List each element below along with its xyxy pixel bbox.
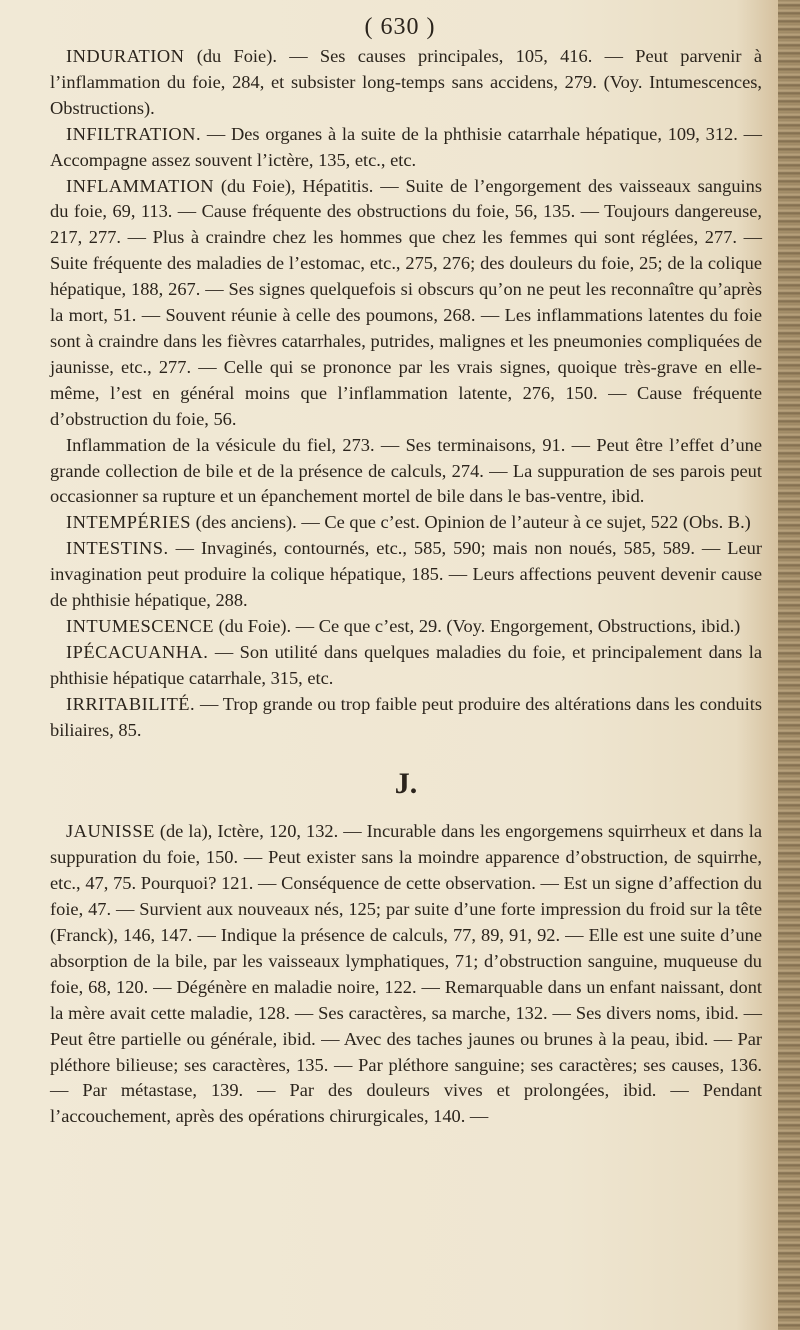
- page-number: ( 630 ): [364, 14, 436, 40]
- entry-head: INFLAMMATION: [66, 175, 215, 196]
- page-edge: [778, 0, 800, 1330]
- entry-head: INTUMESCENCE: [66, 615, 215, 636]
- entry-head: INTEMPÉRIES: [66, 512, 192, 533]
- entry-body: Inflammation de la vésicule du fiel, 273. — Ses terminaisons, 91. — Peut être l’effet d’une grande collection de bile et de la présence de calculs, 274. — La suppuration de ses parois peut occasionner sa rupture et un épanchement mortel de bile dans le bas-ventre, ibid.: [50, 434, 762, 507]
- index-entry: [50, 614, 762, 640]
- index-entry: [50, 510, 762, 536]
- index-entry: [50, 433, 762, 511]
- index-entry: [50, 640, 762, 692]
- index-entry: [50, 44, 762, 122]
- entry-body: (du Foie). — Ses causes principales, 105, 416. — Peut parvenir à l’inflammation du foie, 284, et subsister long-temps sans accidens, 279. (Voy. Intumescences, Obstructions).: [50, 46, 762, 118]
- index-text: [50, 44, 762, 1130]
- entry-head: INFILTRATION.: [66, 123, 202, 144]
- index-entry: [50, 536, 762, 614]
- index-entry: [50, 692, 762, 744]
- entry-body: (de la), Ictère, 120, 132. — Incurable dans les engorgemens squirrheux et dans la suppuration du foie, 150. — Peut exister sans la moindre apparence d’obstruction, de squirrhe, etc., 47, 75. Pourquoi? 121. — Conséquence de cette observation. — Est un signe d’affection du foie, 47. — Survient aux nouveaux nés, 125; par suite d’une forte impression du froid sur la tête (Franck), 146, 147. — Indique la présence de calculs, 77, 89, 91, 92. — Elle est une suite d’une absorption de la bile, par les vaisseaux lymphatiques, 71; d’obstruction sanguine, muqueuse du foie, 68, 120. — Dégénère en maladie noire, 122. — Remarquable dans un enfant naissant, dont la mère avait cette maladie, 128. — Ses caractères, sa marche, 132. — Ses divers noms, ibid. — Peut être partielle ou générale, ibid. — Avec des taches jaunes ou brunes à la peau, ibid. — Par pléthore bilieuse; ses caractères, 135. — Par pléthore sanguine; ses caractères; ses causes, 136. — Par métastase, 139. — Par des douleurs vives et prolongées, ibid. — Pendant l’accouchement, après des opérations chirurgicales, 140. —: [50, 821, 762, 1127]
- entry-body: — Trop grande ou trop faible peut produire des altérations dans les conduits biliaires, 85.: [50, 693, 762, 740]
- entry-head: IPÉCACUANHA.: [66, 641, 209, 662]
- entry-body: (du Foie). — Ce que c’est, 29. (Voy. Engorgement, Obstructions, ibid.): [218, 615, 741, 636]
- index-entry: [50, 174, 762, 433]
- index-entry: [50, 122, 762, 174]
- entry-body: (du Foie), Hépatitis. — Suite de l’engorgement des vaisseaux sanguins du foie, 69, 113. — Cause fréquente des obstructions du foie, 56, 135. — Toujours dangereuse, 217, 277. — Plus à craindre chez les hommes que chez les femmes qui sont réglées, 277. — Suite fréquente des maladies de l’estomac, etc., 275, 276; des douleurs du foie, 25; de la colique hépatique, 188, 267. — Ses signes quelquefois si obscurs qu’on ne peut les reconnaître qu’après la mort, 51. — Souvent réunie à celle des poumons, 268. — Les inflammations latentes du foie sont à craindre dans les fièvres catarrhales, putrides, malignes et les pneumonies compliquées de jaunisse, etc., 277. — Celle qui se prononce par les vrais signes, quoique très-grave en elle-même, l’est en général moins que l’inflammation latente, 276, 150. — Cause fréquente d’obstruction du foie, 56.: [50, 175, 762, 429]
- entry-head: IRRITABILITÉ.: [66, 693, 196, 714]
- entry-body: — Des organes à la suite de la phthisie catarrhale hépatique, 109, 312. — Accompagne assez souvent l’ictère, 135, etc., etc.: [50, 123, 762, 170]
- entry-head: JAUNISSE: [66, 821, 155, 842]
- entry-body: (des anciens). — Ce que c’est. Opinion de l’auteur à ce sujet, 522 (Obs. B.): [195, 512, 751, 533]
- entry-body: — Son utilité dans quelques maladies du foie, et principalement dans la phthisie hépatique catarrhale, 315, etc.: [50, 641, 762, 688]
- entry-head: INTESTINS.: [66, 538, 169, 559]
- entry-body: — Invaginés, contournés, etc., 585, 590; mais non noués, 585, 589. — Leur invagination peut produire la colique hépatique, 185. — Leurs affections peuvent devenir cause de phthisie hépatique, 288.: [50, 538, 762, 611]
- section-letter: J.: [394, 767, 418, 801]
- index-entry: [50, 819, 762, 1130]
- entry-head: INDURATION: [66, 46, 185, 66]
